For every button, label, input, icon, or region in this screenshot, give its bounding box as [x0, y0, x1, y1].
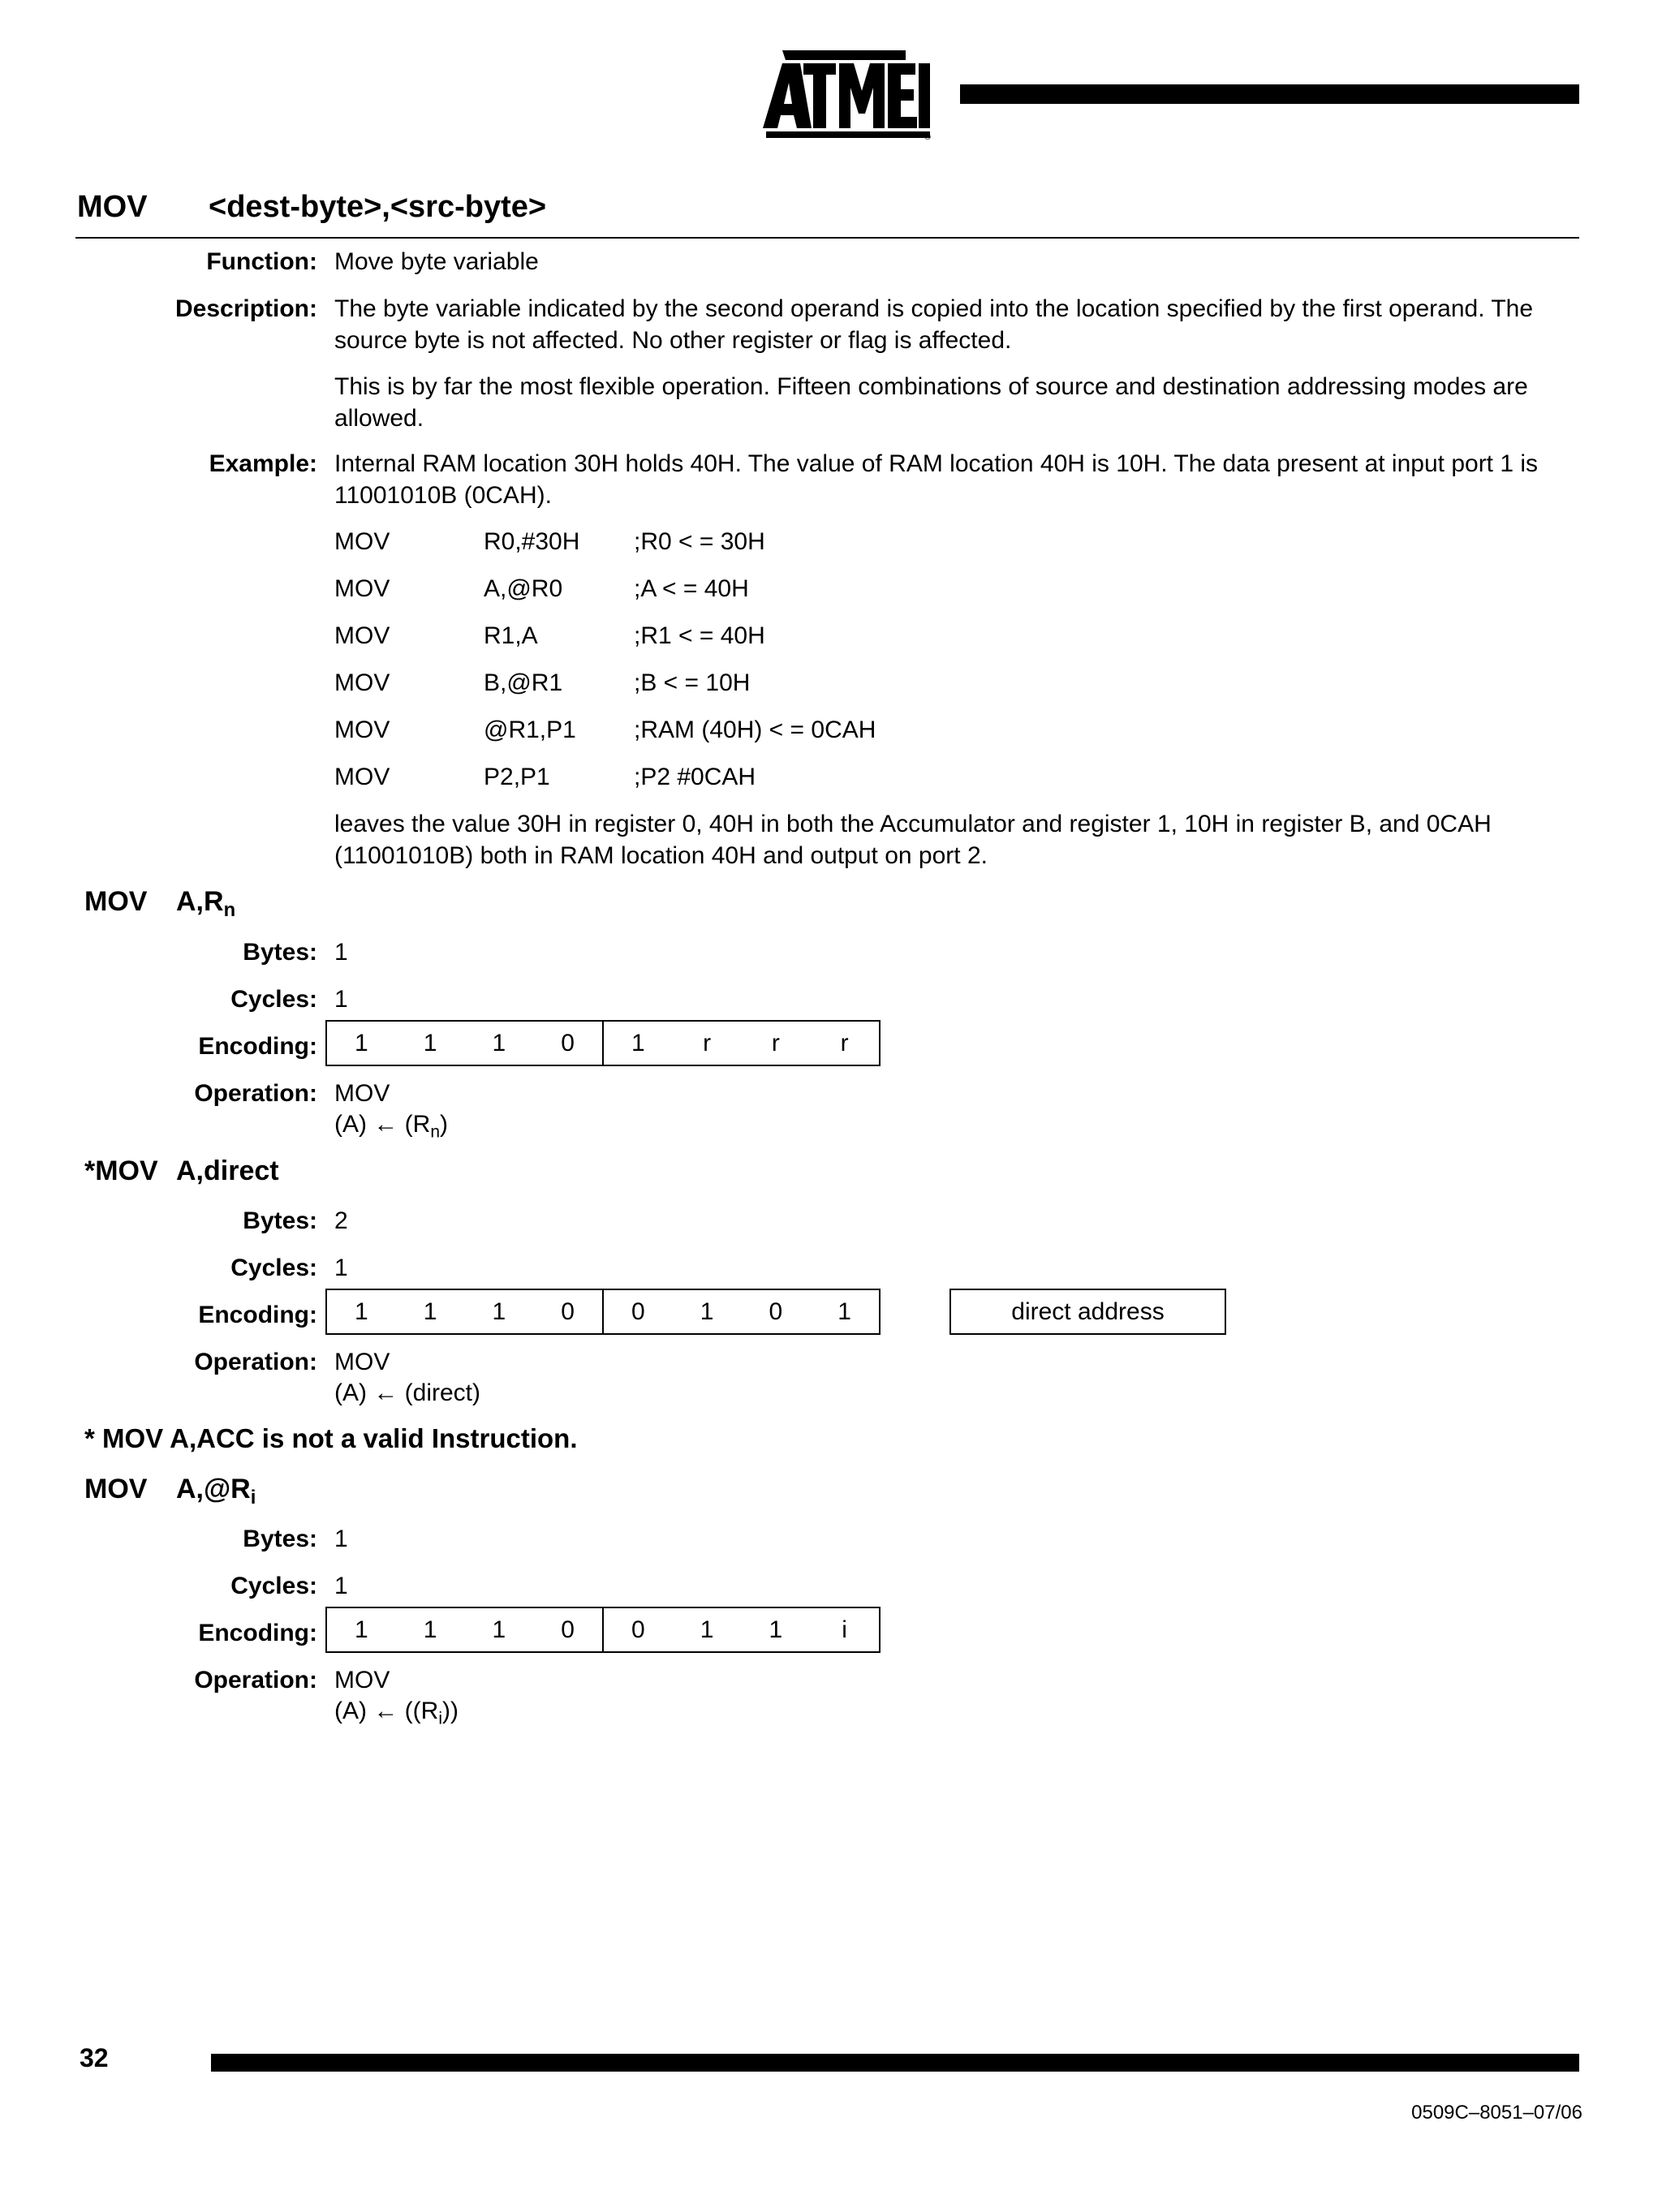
code-op: MOV: [334, 528, 390, 555]
description-label: Description:: [174, 295, 317, 322]
example-outro: leaves the value 30H in register 0, 40H in both the Accumulator and register 1, 10H in register B, and 0CAH (11001010B) both in RAM location 40H and output on port 2.: [334, 811, 1492, 869]
encoding-bit: 0: [602, 1608, 673, 1651]
encoding-bit: 1: [492, 1029, 506, 1057]
encoding-label: Encoding:: [198, 1302, 317, 1328]
encoding-bit: 0: [561, 1616, 575, 1643]
bytes-label: Bytes:: [243, 1526, 317, 1552]
code-comment: ;B < = 10H: [634, 669, 751, 696]
operation-name: MOV: [334, 1080, 390, 1107]
title-operands: <dest-byte>,<src-byte>: [209, 190, 547, 224]
operation-expression: [334, 1108, 448, 1147]
operation-expression: (A) ← (direct): [334, 1379, 480, 1406]
code-op: MOV: [334, 764, 390, 790]
atmel-logo: [761, 50, 932, 140]
encoding-bit: 1: [492, 1298, 506, 1325]
cycles-label: Cycles:: [230, 1254, 317, 1281]
encoding-bit: r: [840, 1029, 849, 1057]
code-args: P2,P1: [484, 764, 550, 790]
encoding-bit: r: [703, 1029, 712, 1057]
bytes-value: 1: [334, 1526, 348, 1552]
code-op: MOV: [334, 622, 390, 649]
operation-expr-text: )): [441, 1698, 459, 1724]
encoding-bit: 1: [492, 1616, 506, 1643]
code-comment: ;RAM (40H) < = 0CAH: [634, 717, 876, 743]
example-label: Example:: [209, 450, 317, 477]
encoding-bit: i: [842, 1616, 847, 1643]
operation-expr-subscript: n: [430, 1122, 441, 1142]
encoding-bit: 1: [355, 1029, 368, 1057]
operation-expr-text: ): [440, 1111, 449, 1138]
encoding-bit: r: [771, 1029, 780, 1057]
cycles-label: Cycles:: [230, 986, 317, 1013]
operation-expr-subscript: i: [438, 1709, 442, 1728]
cycles-label: Cycles:: [230, 1573, 317, 1599]
encoding-label: Encoding:: [198, 1033, 317, 1060]
operation-expression: [334, 1695, 459, 1734]
title-mnemonic: MOV: [77, 190, 148, 224]
registered-mark: ®: [924, 133, 932, 140]
form-operand: A,@R: [176, 1474, 251, 1504]
description-para-1: The byte variable indicated by the second operand is copied into the location specified by the first operand. The source byte is not affected. No other register or flag is affected.: [334, 295, 1534, 354]
form-mnemonic: *MOV: [84, 1155, 158, 1186]
header-bar: [960, 84, 1579, 104]
operation-name: MOV: [334, 1349, 390, 1375]
encoding-box: [325, 1607, 881, 1653]
bytes-value: 2: [334, 1207, 348, 1234]
encoding-bit: 0: [602, 1290, 673, 1333]
encoding-bit: 1: [355, 1616, 368, 1643]
encoding-box: [325, 1289, 881, 1335]
encoding-bit: 1: [423, 1616, 437, 1643]
cycles-value: 1: [334, 1254, 348, 1281]
function-text: Move byte variable: [334, 248, 539, 275]
code-comment: ;A < = 40H: [634, 575, 749, 602]
document-code: 0509C–8051–07/06: [1411, 2102, 1582, 2124]
invalid-instruction-note: * MOV A,ACC is not a valid Instruction.: [84, 1423, 578, 1453]
encoding-bit: 1: [602, 1022, 673, 1065]
cycles-value: 1: [334, 1573, 348, 1599]
encoding-bit: 1: [769, 1616, 783, 1643]
form-mnemonic: MOV: [84, 886, 148, 917]
operation-expr-text: (A) ← (R: [334, 1111, 431, 1138]
code-args: A,@R0: [484, 575, 563, 602]
bytes-value: 1: [334, 939, 348, 966]
page-number: 32: [80, 2043, 109, 2072]
form-operand: A,R: [176, 886, 224, 917]
cycles-value: 1: [334, 986, 348, 1013]
encoding-bit: 0: [561, 1029, 575, 1057]
encoding-bit: 1: [700, 1616, 714, 1643]
form-heading: [84, 886, 235, 922]
form-operand-subscript: i: [250, 1487, 256, 1509]
code-args: @R1,P1: [484, 717, 576, 743]
code-op: MOV: [334, 669, 390, 696]
direct-address-box: direct address: [949, 1289, 1226, 1335]
operation-label: Operation:: [194, 1667, 317, 1693]
code-args: R1,A: [484, 622, 538, 649]
function-label: Function:: [206, 248, 317, 275]
code-args: B,@R1: [484, 669, 563, 696]
encoding-bit: 1: [355, 1298, 368, 1325]
encoding-box: [325, 1020, 881, 1066]
code-op: MOV: [334, 717, 390, 743]
operation-label: Operation:: [194, 1349, 317, 1375]
instruction-title: [77, 190, 546, 225]
bytes-label: Bytes:: [243, 1207, 317, 1234]
code-comment: ;R0 < = 30H: [634, 528, 765, 555]
encoding-bit: 0: [769, 1298, 783, 1325]
title-rule: [75, 237, 1579, 239]
encoding-bit: 1: [837, 1298, 851, 1325]
encoding-bit: 1: [423, 1298, 437, 1325]
bytes-label: Bytes:: [243, 939, 317, 966]
code-op: MOV: [334, 575, 390, 602]
operation-label: Operation:: [194, 1080, 317, 1107]
page-header: [0, 0, 1662, 146]
operation-expr-text: (A) ← ((R: [334, 1698, 439, 1724]
form-mnemonic: MOV: [84, 1474, 148, 1504]
encoding-bit: 0: [561, 1298, 575, 1325]
encoding-label: Encoding:: [198, 1620, 317, 1646]
description-para-2: This is by far the most flexible operation. Fifteen combinations of source and destination addressing modes are allowed.: [334, 373, 1528, 432]
form-heading: [84, 1155, 279, 1187]
code-comment: ;R1 < = 40H: [634, 622, 765, 649]
footer-bar: [211, 2054, 1579, 2072]
code-args: R0,#30H: [484, 528, 580, 555]
encoding-bit: 1: [423, 1029, 437, 1057]
operation-name: MOV: [334, 1667, 390, 1693]
encoding-bit: 1: [700, 1298, 714, 1325]
form-operand: A,direct: [176, 1155, 279, 1186]
form-heading: [84, 1474, 256, 1509]
code-comment: ;P2 #0CAH: [634, 764, 756, 790]
form-operand-subscript: n: [223, 899, 236, 922]
example-intro: Internal RAM location 30H holds 40H. The value of RAM location 40H is 10H. The data present at input port 1 is 11001010B (0CAH).: [334, 450, 1539, 509]
